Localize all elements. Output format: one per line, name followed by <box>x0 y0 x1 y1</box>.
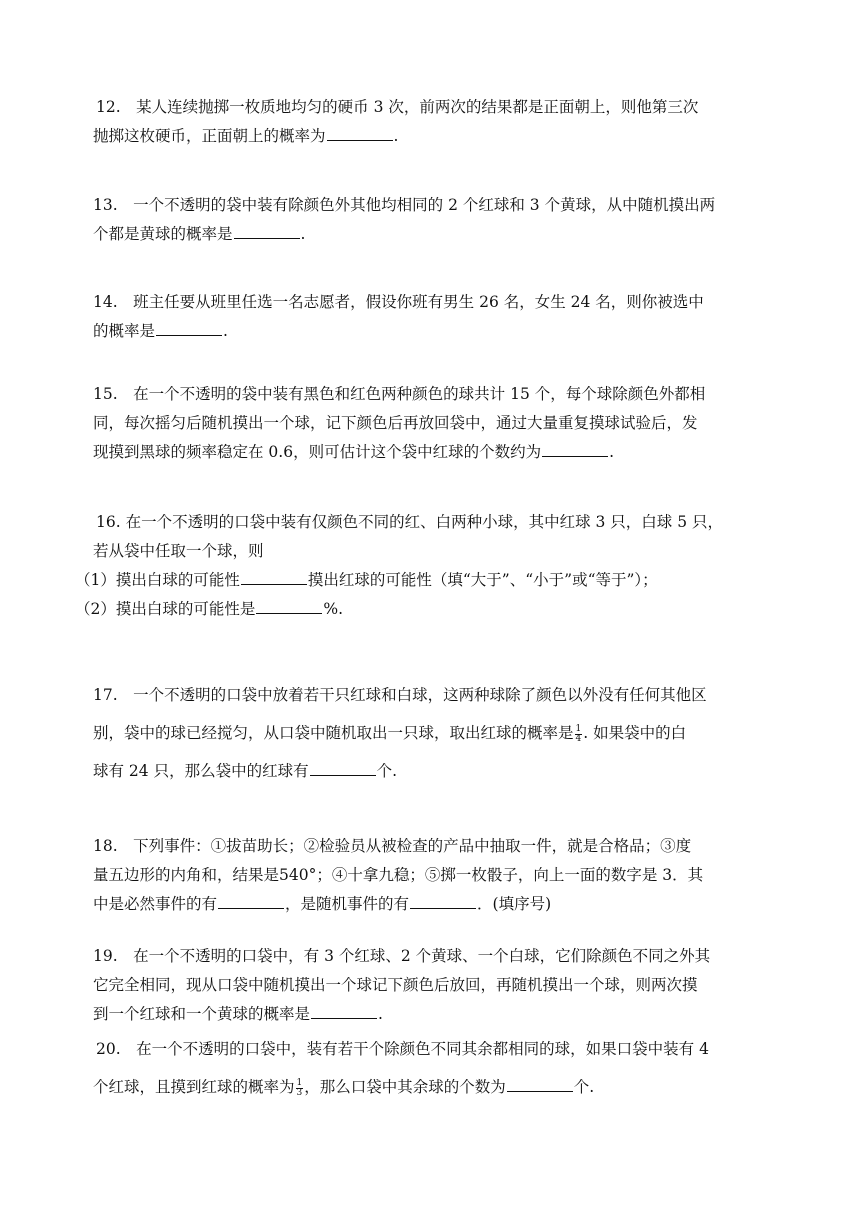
question-17 <box>93 676 773 790</box>
answer-blank[interactable] <box>311 1004 377 1019</box>
question-line: 19. 在一个不透明的口袋中，有 3 个红球、2 个黄球、一个白球，它们除颜色不同之外其 <box>93 947 711 965</box>
question-19 <box>93 942 773 1029</box>
question-line: 到一个红球和一个黄球的概率是 . <box>93 1005 383 1023</box>
question-line: 15. 在一个不透明的袋中装有黑色和红色两种颜色的球共计 15 个，每个球除颜色外都相 <box>93 385 706 403</box>
question-13 <box>93 191 773 249</box>
answer-blank[interactable] <box>410 894 476 909</box>
question-20 <box>93 1030 773 1106</box>
question-line: 14. 班主任要从班里任选一名志愿者，假设你班有男生 26 名，女生 24 名，则你被选中 <box>93 293 704 311</box>
question-line: 20. 在一个不透明的口袋中，装有若干个除颜色不同其余都相同的球，如果口袋中装有 4 <box>96 1040 709 1058</box>
question-line: 球有 24 只，那么袋中的红球有 个. <box>93 762 398 780</box>
answer-blank[interactable] <box>256 599 322 614</box>
question-line: 现摸到黑球的频率稳定在 0.6，则可估计这个袋中红球的个数约为 . <box>93 443 615 461</box>
answer-blank[interactable] <box>327 126 393 141</box>
question-line: 量五边形的内角和，结果是540°；④十拿九稳；⑤掷一枚骰子，向上一面的数字是 3．其 <box>93 866 704 884</box>
question-line: （2）摸出白球的可能性是 %. <box>75 600 344 618</box>
answer-blank[interactable] <box>156 321 222 336</box>
answer-blank[interactable] <box>542 442 608 457</box>
question-line: 若从袋中任取一个球，则 <box>93 542 264 560</box>
question-line: 17. 一个不透明的口袋中放着若干只红球和白球，这两种球除了颜色以外没有任何其他区 <box>93 686 707 704</box>
question-16 <box>75 508 773 624</box>
question-line: 别，袋中的球已经搅匀，从口袋中随机取出一只球，取出红球的概率是 $\frac{1}{4}$ . 如果袋中的白 <box>93 723 687 744</box>
question-line: 的概率是 . <box>93 322 228 340</box>
fraction: $\frac{1}{4}$ <box>575 723 582 744</box>
question-line: 12. 某人连续抛掷一枚质地均匀的硬币 3 次，前两次的结果都是正面朝上，则他第三次 <box>96 98 699 116</box>
question-line: 它完全相同，现从口袋中随机摸出一个球记下颜色后放回，再随机摸出一个球，则两次摸 <box>93 976 698 994</box>
question-line: （1）摸出白球的可能性 摸出红球的可能性（填“大于”、“小于”或“等于”）； <box>75 571 658 589</box>
question-line: 18. 下列事件：①拔苗助长；②检验员从被检查的产品中抽取一件，就是合格品；③度 <box>93 837 692 855</box>
answer-blank[interactable] <box>310 761 376 776</box>
question-line: 个红球，且摸到红球的概率为 $\frac{1}{3}$ ，那么口袋中其余球的个数为 个. <box>93 1077 595 1098</box>
question-line: 16. 在一个不透明的口袋中装有仅颜色不同的红、白两种小球，其中红球 3 只，白球 5 只， <box>96 513 724 531</box>
question-15 <box>93 380 773 467</box>
question-line: 中是必然事件的有 ，是随机事件的有 ．(填序号) <box>93 895 552 913</box>
question-line: 同，每次摇匀后随机摸出一个球，记下颜色后再放回袋中，通过大量重复摸球试验后，发 <box>93 414 698 432</box>
question-line: 13. 一个不透明的袋中装有除颜色外其他均相同的 2 个红球和 3 个黄球，从中随机摸出两 <box>93 196 716 214</box>
answer-blank[interactable] <box>507 1077 573 1092</box>
answer-blank[interactable] <box>241 570 307 585</box>
question-line: 个都是黄球的概率是 . <box>93 225 306 243</box>
question-line: 抛掷这枚硬币，正面朝上的概率为 . <box>93 127 399 145</box>
fraction: $\frac{1}{3}$ <box>296 1077 303 1098</box>
answer-blank[interactable] <box>234 224 300 239</box>
question-14 <box>93 288 773 346</box>
answer-blank[interactable] <box>218 894 284 909</box>
question-12 <box>93 93 773 151</box>
question-18 <box>93 832 773 919</box>
